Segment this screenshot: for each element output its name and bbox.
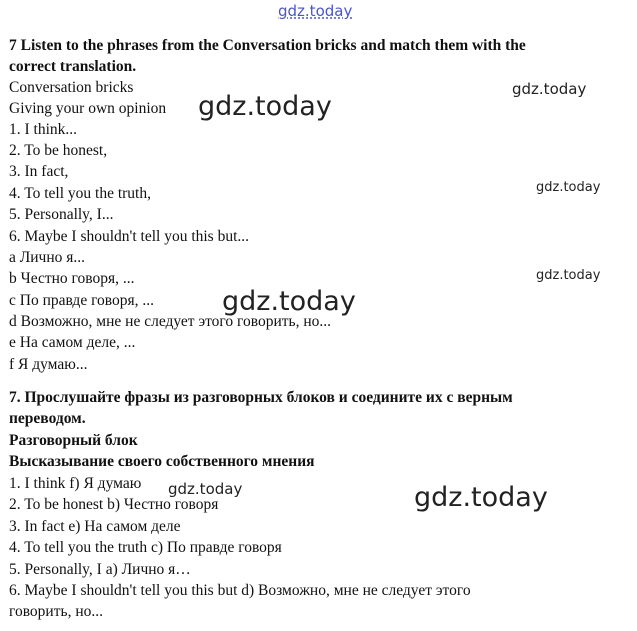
answer-item: 5. Personally, I a) Лично я…	[9, 561, 191, 578]
watermark-large-1: gdz.today	[198, 91, 332, 122]
answer-item: 6. Maybe I shouldn't tell you this but d) Возможно, мне не следует этого	[9, 582, 471, 599]
translation-item: b Честно говоря, ...	[9, 270, 135, 287]
answer-subheading: Высказывание своего собственного мнения	[9, 453, 315, 470]
phrase-item: 1. I think...	[9, 121, 78, 138]
translation-item: f Я думаю...	[9, 356, 88, 373]
phrase-item: 2. To be honest,	[9, 142, 108, 159]
answer-title-line-2: переводом.	[9, 410, 86, 427]
phrase-item: 6. Maybe I shouldn't tell you this but...	[9, 228, 250, 245]
exercise-title-line-2: correct translation.	[9, 58, 137, 75]
phrase-item: 4. To tell you the truth,	[9, 185, 151, 202]
watermark-small-3: gdz.today	[536, 268, 601, 283]
answer-item: 3. In fact e) На самом деле	[9, 518, 181, 535]
watermark-small-2: gdz.today	[536, 180, 601, 195]
exercise-title-line-1: 7 Listen to the phrases from the Conversation bricks and match them with the	[9, 37, 526, 54]
phrase-item: 5. Personally, I...	[9, 206, 114, 223]
answer-item: 1. I think f) Я думаю	[9, 475, 142, 492]
answer-item: 4. To tell you the truth c) По правде говоря	[9, 539, 282, 556]
answer-heading: Разговорный блок	[9, 432, 138, 449]
watermark-large-2: gdz.today	[222, 286, 356, 317]
watermark-large-3: gdz.today	[414, 482, 548, 513]
translation-item: a Лично я...	[9, 249, 86, 266]
answer-item: 2. To be honest b) Честно говоря	[9, 496, 219, 513]
answer-item-continuation: говорить, но...	[9, 603, 103, 620]
phrase-item: 3. In fact,	[9, 163, 69, 180]
translation-item: c По правде говоря, ...	[9, 292, 155, 309]
translation-item: e На самом деле, ...	[9, 334, 136, 351]
opinion-subheading: Giving your own opinion	[9, 100, 167, 117]
answer-title-line-1: 7. Прослушайте фразы из разговорных блоков и соедините их с верным	[9, 389, 513, 406]
conversation-bricks-heading: Conversation bricks	[9, 79, 134, 96]
translation-item: d Возможно, мне не следует этого говорить, но...	[9, 313, 332, 330]
watermark-small-4: gdz.today	[168, 480, 243, 498]
watermark-small-1: gdz.today	[512, 80, 587, 98]
watermark-top: gdz.today	[278, 2, 353, 20]
